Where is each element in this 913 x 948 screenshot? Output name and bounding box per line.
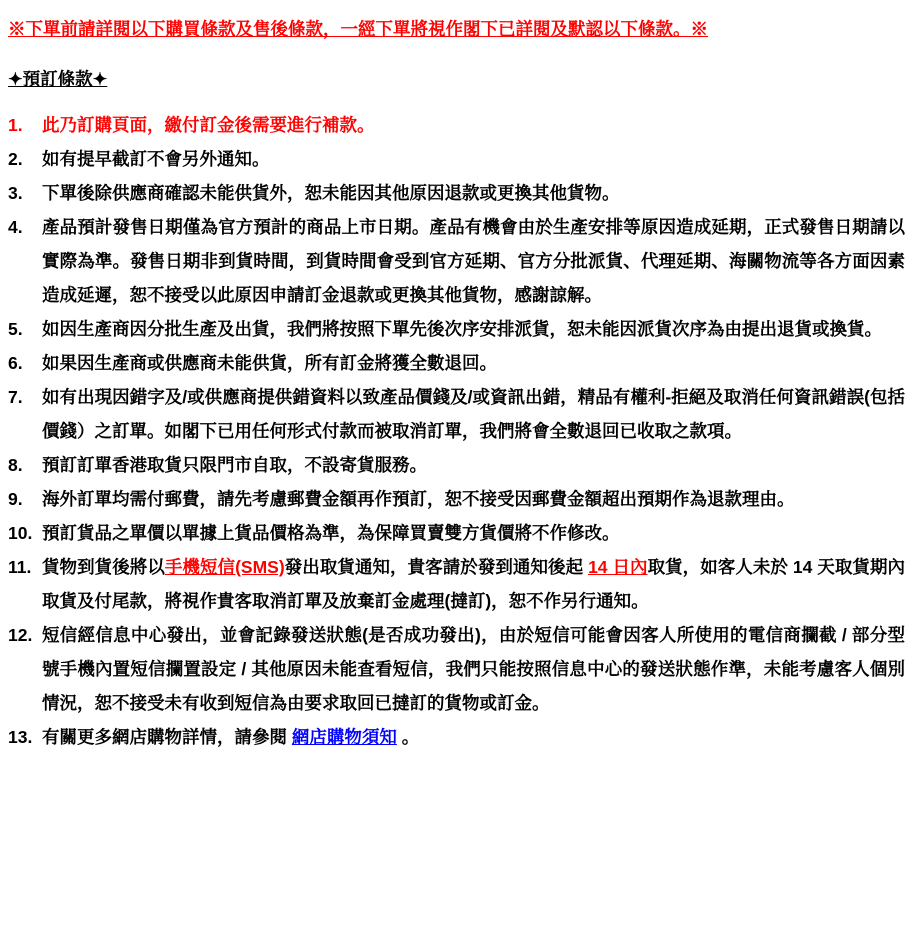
section-title bbox=[8, 62, 905, 96]
term-text-segment: 。 bbox=[396, 727, 420, 747]
term-text: 預訂訂單香港取貨只限門市自取，不設寄貨服務。 bbox=[42, 455, 427, 475]
term-item-3 bbox=[8, 176, 905, 210]
term-number: 6. bbox=[8, 353, 23, 373]
term-text: 如果因生產商或供應商未能供貨，所有訂金將獲全數退回。 bbox=[42, 353, 497, 373]
term-item-10 bbox=[8, 516, 905, 550]
term-number: 5. bbox=[8, 319, 23, 339]
term-number: 4. bbox=[8, 217, 23, 237]
term-item-12 bbox=[8, 618, 905, 720]
term-text bbox=[42, 720, 905, 754]
term-item-2 bbox=[8, 142, 905, 176]
pickup-deadline-highlight: 14 日內 bbox=[588, 557, 648, 577]
term-number: 1. bbox=[8, 115, 23, 135]
term-text: 短信經信息中心發出，並會記錄發送狀態(是否成功發出)，由於短信可能會因客人所使用的電信商攔截 / 部分型號手機內置短信攔置設定 / 其他原因未能查看短信，我們只能按照信息中心的發送狀態作準，未能考慮客人個別情況，恕不接受未有收到短信為由要求取回已撻訂的貨物或訂金。 bbox=[42, 625, 905, 713]
term-text: 預訂貨品之單價以單據上貨品價格為準，為保障買賣雙方貨價將不作修改。 bbox=[42, 523, 620, 543]
term-text: 如有出現因錯字及/或供應商提供錯資料以致產品價錢及/或資訊出錯，精品有權利-拒絕及取消任何資訊錯誤(包括價錢）之訂單。如閣下已用任何形式付款而被取消訂單，我們將會全數退回已收取之款項。 bbox=[42, 387, 905, 441]
terms-list bbox=[8, 108, 905, 754]
term-text bbox=[42, 550, 905, 618]
term-text: 海外訂單均需付郵費，請先考慮郵費金額再作預訂，恕不接受因郵費金額超出預期作為退款理由。 bbox=[42, 489, 795, 509]
top-notice: ※下單前請詳閱以下購買條款及售後條款，一經下單將視作閣下已詳閱及默認以下條款。※ bbox=[8, 19, 708, 39]
term-text: 產品預計發售日期僅為官方預計的商品上市日期。產品有機會由於生產安排等原因造成延期，正式發售日期請以實際為準。發售日期非到貨時間，到貨時間會受到官方延期、官方分批派貨、代理延期、海關物流等各方面因素造成延遲，恕不接受以此原因申請訂金退款或更換其他貨物，感謝諒解。 bbox=[42, 217, 905, 305]
shop-guide-link[interactable]: 網店購物須知 bbox=[291, 727, 397, 747]
sms-highlight: 手機短信(SMS) bbox=[164, 557, 285, 577]
term-number: 11. bbox=[8, 557, 32, 577]
term-item-8 bbox=[8, 448, 905, 482]
term-text-segment: 發出取貨通知，貴客請於發到通知後起 bbox=[284, 557, 589, 577]
term-number: 7. bbox=[8, 387, 23, 407]
term-text: 下單後除供應商確認未能供貨外，恕未能因其他原因退款或更換其他貨物。 bbox=[42, 183, 620, 203]
term-item-1 bbox=[8, 108, 905, 142]
term-item-7 bbox=[8, 380, 905, 448]
term-text: 如因生產商因分批生產及出貨，我們將按照下單先後次序安排派貨，恕未能因派貨次序為由提出退貨或換貨。 bbox=[42, 319, 882, 339]
term-text-segment: 取貨，如客人未於 14 天取貨期內取貨及付尾款，將視作貴客取消訂單及放棄訂金處理(撻訂)，恕不作另行通知。 bbox=[42, 557, 906, 611]
term-number: 10. bbox=[8, 523, 33, 543]
term-text-segment: 貨物到貨後將以 bbox=[42, 557, 165, 577]
term-item-4 bbox=[8, 210, 905, 312]
term-item-11 bbox=[8, 550, 905, 618]
term-item-6 bbox=[8, 346, 905, 380]
term-text: 如有提早截訂不會另外通知。 bbox=[42, 149, 270, 169]
term-number: 9. bbox=[8, 489, 23, 509]
term-number: 13. bbox=[8, 727, 33, 747]
term-item-13 bbox=[8, 720, 905, 754]
term-text: 此乃訂購頁面，繳付訂金後需要進行補款。 bbox=[42, 115, 375, 135]
term-text-segment: 有關更多網店購物詳情，請參閱 bbox=[42, 727, 292, 747]
term-number: 2. bbox=[8, 149, 23, 169]
section-title-text: ✦預訂條款✦ bbox=[8, 69, 108, 89]
term-number: 3. bbox=[8, 183, 23, 203]
term-item-5 bbox=[8, 312, 905, 346]
term-item-9 bbox=[8, 482, 905, 516]
term-number: 12. bbox=[8, 625, 33, 645]
term-number: 8. bbox=[8, 455, 23, 475]
